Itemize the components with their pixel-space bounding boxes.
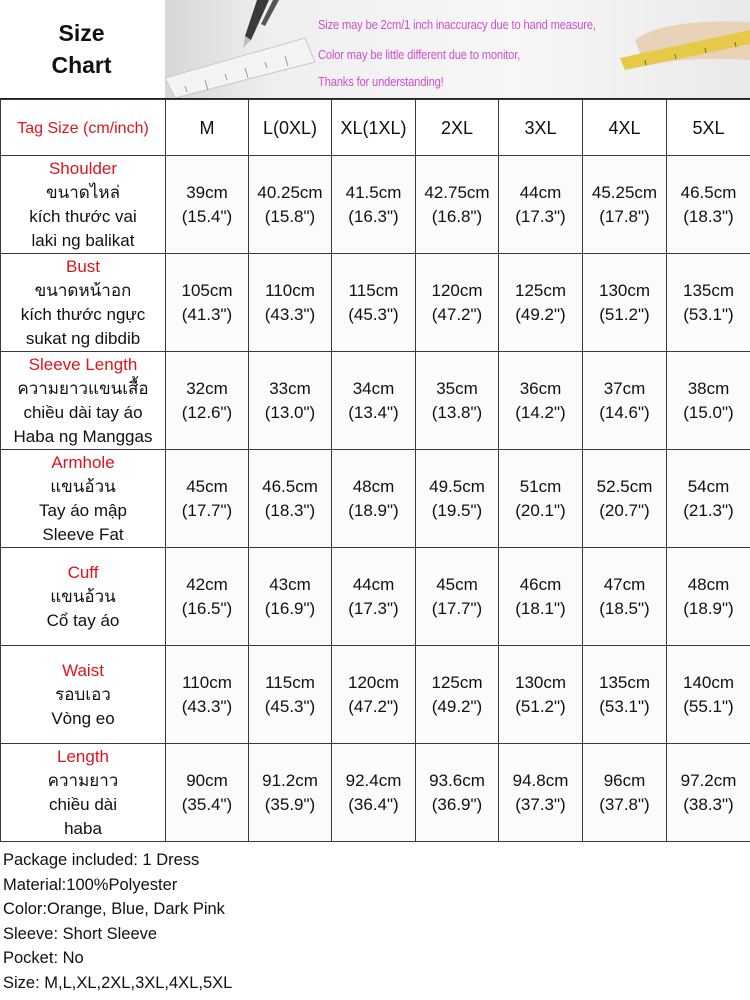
detail-sleeve: Sleeve: Short Sleeve: [3, 924, 158, 943]
measurement-label-cell: [1, 646, 166, 744]
measurement-value-cell: [667, 548, 750, 646]
value-cm: 45cm: [186, 476, 228, 496]
measurement-value-cell: [332, 548, 416, 646]
color-note: Color may be little different due to monitor,: [318, 47, 521, 62]
value-inch: (53.1"): [683, 304, 734, 324]
measurement-value-cell: [416, 352, 499, 450]
value-inch: (51.2"): [599, 304, 650, 324]
measurement-row: [1, 352, 750, 450]
measurement-value-cell: [416, 254, 499, 352]
measurement-translation: ความยาว: [47, 770, 119, 790]
size-header-row: [1, 100, 750, 156]
value-cm: 39cm: [186, 182, 228, 202]
measurement-row: [1, 450, 750, 548]
value-cm: 41.5cm: [345, 182, 402, 202]
measurement-translation: sukat ng dibdib: [25, 328, 141, 348]
measurement-translation: ความยาวแขนเสื้อ: [17, 378, 149, 398]
measurement-value-cell: [332, 352, 416, 450]
value-inch: (17.3"): [515, 206, 566, 226]
measurement-row: [1, 646, 750, 744]
value-cm: 42.75cm: [424, 182, 490, 202]
measurement-value-cell: [583, 254, 667, 352]
size-header-cell: XL(1XL): [332, 100, 416, 156]
value-inch: (21.3"): [683, 500, 734, 520]
measurement-value-cell: [583, 548, 667, 646]
measurement-value-cell: [667, 450, 750, 548]
value-cm: 105cm: [181, 280, 233, 300]
tag-size-header: [1, 100, 166, 156]
measurement-row: [1, 744, 750, 842]
measurement-translation: Vòng eo: [51, 708, 115, 728]
value-cm: 94.8cm: [512, 770, 569, 790]
value-inch: (45.3"): [264, 696, 316, 716]
value-inch: (47.2"): [431, 304, 483, 324]
measurement-value-cell: [249, 156, 332, 254]
value-cm: 34cm: [352, 378, 395, 398]
measurement-value-cell: [416, 744, 499, 842]
measurement-value-cell: [332, 744, 416, 842]
size-header-cell: 3XL: [499, 100, 583, 156]
measurement-value-cell: [499, 450, 583, 548]
ruler-icon: [165, 38, 315, 98]
value-inch: (18.3"): [264, 500, 316, 520]
measurement-value-cell: [166, 156, 249, 254]
value-inch: (18.5"): [599, 598, 650, 618]
measurement-row: [1, 156, 750, 254]
value-cm: 37cm: [603, 378, 646, 398]
measurement-value-cell: [583, 156, 667, 254]
value-cm: 130cm: [514, 672, 567, 692]
value-inch: (35.9"): [264, 794, 316, 814]
measurement-label-cell: [1, 744, 166, 842]
measurement-value-cell: [667, 156, 750, 254]
measurement-value-cell: [499, 156, 583, 254]
value-inch: (35.4"): [181, 794, 233, 814]
value-cm: 93.6cm: [429, 770, 485, 790]
measurement-value-cell: [332, 646, 416, 744]
measurement-value-cell: [583, 450, 667, 548]
measurement-value-cell: [166, 352, 249, 450]
measurement-row: [1, 548, 750, 646]
value-cm: 130cm: [598, 280, 651, 300]
title-line-size: Size: [58, 20, 105, 46]
size-header-cell: 5XL: [667, 100, 750, 156]
measurement-value-cell: [332, 450, 416, 548]
measurement-name: Armhole: [51, 452, 115, 472]
measurement-value-cell: [583, 352, 667, 450]
measurement-value-cell: [166, 646, 249, 744]
size-header-cell: L(0XL): [249, 100, 332, 156]
value-cm: 96cm: [603, 770, 646, 790]
measurement-value-cell: [583, 646, 667, 744]
value-inch: (37.8"): [599, 794, 650, 814]
measurement-value-cell: [249, 744, 332, 842]
value-inch: (12.6"): [181, 402, 233, 422]
measurement-translation: Haba ng Manggas: [13, 426, 153, 446]
measurement-value-cell: [416, 548, 499, 646]
measurement-translation: แขนอ้วน: [50, 476, 116, 496]
chart-title: [0, 0, 163, 98]
measurement-value-cell: [249, 450, 332, 548]
value-inch: (17.8"): [599, 206, 650, 226]
measurement-translation: ขนาดไหล่: [45, 182, 120, 202]
value-cm: 125cm: [431, 672, 483, 692]
value-inch: (19.5"): [431, 500, 483, 520]
value-inch: (15.8"): [264, 206, 316, 226]
value-inch: (36.9"): [431, 794, 483, 814]
tape-measure-icon: [620, 21, 750, 70]
value-cm: 125cm: [514, 280, 567, 300]
measurement-translation: Sleeve Fat: [42, 524, 124, 544]
value-inch: (13.0"): [264, 402, 316, 422]
value-inch: (43.3"): [264, 304, 316, 324]
value-cm: 44cm: [352, 574, 395, 594]
value-inch: (16.3"): [348, 206, 399, 226]
detail-pocket: Pocket: No: [3, 949, 84, 968]
value-cm: 48cm: [352, 476, 395, 496]
size-header-cell: 2XL: [416, 100, 499, 156]
measurement-value-cell: [249, 254, 332, 352]
value-cm: 120cm: [347, 672, 400, 692]
value-cm: 43cm: [269, 574, 311, 594]
value-cm: 32cm: [186, 378, 228, 398]
value-cm: 120cm: [431, 280, 483, 300]
value-inch: (17.3"): [348, 598, 399, 618]
value-inch: (38.3"): [683, 794, 734, 814]
value-cm: 47cm: [603, 574, 646, 594]
accuracy-note: Size may be 2cm/1 inch inaccuracy due to hand measure,: [318, 17, 596, 32]
value-inch: (37.3"): [515, 794, 566, 814]
measurement-name: Cuff: [67, 562, 99, 582]
title-line-chart: Chart: [51, 52, 112, 78]
value-cm: 40.25cm: [257, 182, 323, 202]
measurement-name: Length: [57, 746, 109, 766]
value-cm: 110cm: [182, 672, 232, 692]
value-inch: (53.1"): [599, 696, 650, 716]
measurement-value-cell: [416, 450, 499, 548]
value-inch: (16.8"): [431, 206, 483, 226]
detail-color: Color:Orange, Blue, Dark Pink: [3, 900, 225, 919]
value-cm: 46.5cm: [680, 182, 737, 202]
measurement-value-cell: [667, 646, 750, 744]
measurement-translation: Tay áo mập: [39, 500, 127, 520]
measurement-value-cell: [249, 548, 332, 646]
measurement-value-cell: [166, 548, 249, 646]
value-cm: 54cm: [687, 476, 730, 496]
measurement-row: [1, 254, 750, 352]
measurement-name: Shoulder: [48, 158, 118, 178]
measurement-value-cell: [416, 646, 499, 744]
measurement-translation: laki ng balikat: [31, 230, 135, 250]
measurement-translation: chiều dài: [48, 794, 118, 814]
measurement-value-cell: [166, 744, 249, 842]
value-inch: (20.1"): [515, 500, 566, 520]
measurement-value-cell: [667, 744, 750, 842]
value-inch: (43.3"): [181, 696, 233, 716]
pen-icon: [243, 0, 279, 48]
value-cm: 91.2cm: [262, 770, 318, 790]
measurement-value-cell: [667, 352, 750, 450]
measurement-banner: [165, 0, 750, 98]
value-inch: (18.1"): [515, 598, 566, 618]
measurement-label-cell: [1, 548, 166, 646]
measurement-translation: haba: [64, 818, 102, 838]
value-cm: 38cm: [687, 378, 730, 398]
measurement-value-cell: [332, 254, 416, 352]
measurement-value-cell: [249, 646, 332, 744]
size-header-cell: 4XL: [583, 100, 667, 156]
size-header-cell: M: [166, 100, 249, 156]
measurement-value-cell: [499, 646, 583, 744]
value-cm: 97.2cm: [680, 770, 737, 790]
value-inch: (17.7"): [431, 598, 483, 618]
value-cm: 48cm: [687, 574, 730, 594]
value-cm: 42cm: [186, 574, 228, 594]
detail-material: Material:100%Polyester: [3, 875, 178, 894]
measurement-name: Sleeve Length: [28, 354, 138, 374]
measurement-value-cell: [499, 744, 583, 842]
measurement-translation: Cổ tay áo: [46, 610, 120, 630]
value-cm: 44cm: [519, 182, 562, 202]
value-inch: (18.9"): [348, 500, 399, 520]
value-cm: 45.25cm: [591, 182, 658, 202]
value-cm: 49.5cm: [429, 476, 485, 496]
value-cm: 140cm: [682, 672, 735, 692]
product-details: [0, 848, 750, 1000]
measurement-label-cell: [1, 450, 166, 548]
detail-package: Package included: 1 Dress: [3, 851, 200, 869]
value-cm: 46.5cm: [262, 476, 318, 496]
value-cm: 92.4cm: [345, 770, 402, 790]
value-inch: (51.2"): [515, 696, 566, 716]
value-cm: 46cm: [519, 574, 562, 594]
value-cm: 135cm: [682, 280, 735, 300]
measurement-translation: รอบเอว: [55, 684, 111, 704]
value-inch: (14.2"): [515, 402, 566, 422]
measurement-value-cell: [249, 352, 332, 450]
value-cm: 52.5cm: [596, 476, 653, 496]
measurement-translation: chiều dài tay áo: [23, 402, 143, 422]
measurement-label-cell: [1, 352, 166, 450]
value-inch: (14.6"): [599, 402, 650, 422]
value-inch: (55.1"): [683, 696, 734, 716]
measurement-value-cell: [166, 254, 249, 352]
measurement-value-cell: [416, 156, 499, 254]
value-inch: (17.7"): [181, 500, 233, 520]
measurement-value-cell: [499, 254, 583, 352]
value-cm: 36cm: [519, 378, 562, 398]
measurement-value-cell: [166, 450, 249, 548]
measurement-translation: kích thước vai: [29, 206, 137, 226]
value-cm: 135cm: [598, 672, 651, 692]
value-inch: (13.4"): [348, 402, 399, 422]
tag-size-label: Tag Size (cm/inch): [17, 119, 149, 137]
value-cm: 115cm: [265, 672, 315, 692]
value-inch: (15.4"): [181, 206, 233, 226]
value-inch: (20.7"): [599, 500, 650, 520]
measurement-label-cell: [1, 254, 166, 352]
measurement-value-cell: [332, 156, 416, 254]
value-inch: (36.4"): [348, 794, 399, 814]
measurement-name: Waist: [62, 660, 104, 680]
thanks-note: Thanks for understanding!: [318, 74, 444, 89]
measurement-translation: kích thước ngực: [20, 304, 146, 324]
value-cm: 33cm: [269, 378, 311, 398]
chart-header: [0, 0, 750, 100]
value-cm: 90cm: [186, 770, 228, 790]
value-cm: 45cm: [436, 574, 478, 594]
value-inch: (16.5"): [181, 598, 233, 618]
measurement-value-cell: [499, 548, 583, 646]
value-inch: (41.3"): [181, 304, 233, 324]
value-inch: (45.3"): [348, 304, 399, 324]
value-inch: (13.8"): [431, 402, 483, 422]
measurement-translation: ขนาดหน้าอก: [34, 280, 132, 300]
measurement-label-cell: [1, 156, 166, 254]
value-inch: (15.0"): [683, 402, 734, 422]
value-cm: 35cm: [436, 378, 478, 398]
value-inch: (18.3"): [683, 206, 734, 226]
value-inch: (49.2"): [431, 696, 483, 716]
value-inch: (49.2"): [515, 304, 566, 324]
measurement-translation: แขนอ้วน: [50, 586, 116, 606]
value-inch: (18.9"): [683, 598, 734, 618]
measurement-value-cell: [583, 744, 667, 842]
value-cm: 110cm: [265, 280, 315, 300]
detail-sizes: Size: M,L,XL,2XL,3XL,4XL,5XL: [3, 973, 233, 992]
measurement-value-cell: [499, 352, 583, 450]
value-cm: 115cm: [348, 280, 399, 300]
value-inch: (47.2"): [348, 696, 399, 716]
value-inch: (16.9"): [264, 598, 316, 618]
value-cm: 51cm: [519, 476, 562, 496]
measurement-name: Bust: [65, 256, 101, 276]
measurement-value-cell: [667, 254, 750, 352]
size-table: [0, 99, 750, 842]
